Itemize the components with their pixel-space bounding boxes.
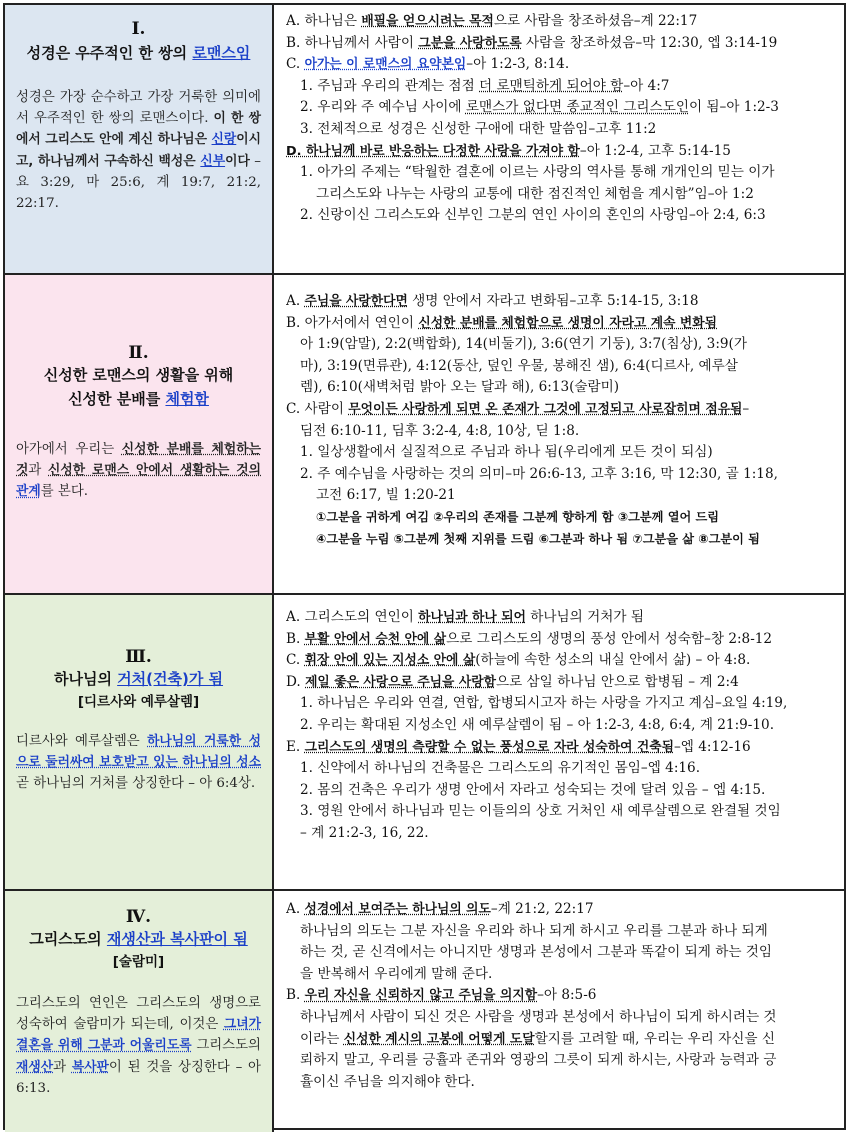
text-fragment: 렘), 6:10(새벽처럼 밝아 오는 달과 해), 6:13(술람미) xyxy=(300,379,620,396)
detail-line xyxy=(286,693,836,715)
section-1-summary xyxy=(5,5,274,273)
text-fragment: 그녀가 결혼을 위해 그분과 어울리도록 xyxy=(16,1017,261,1054)
detail-line xyxy=(286,942,836,964)
text-fragment: 휘장 안에 있는 지성소 안에 삶 xyxy=(304,653,476,669)
text-fragment: –엡 4:12-16 xyxy=(674,738,751,755)
detail-line xyxy=(286,1050,836,1072)
detail-line xyxy=(286,758,836,780)
detail-line xyxy=(286,291,836,313)
text-fragment: 성경에서 보여주는 하나님의 의도 xyxy=(304,902,491,917)
text-fragment: 하나님과 하나 되어 xyxy=(418,610,526,625)
detail-line xyxy=(286,464,836,486)
text-fragment: 하는 것, 곧 신격에서는 아니지만 생명과 본성에서 그분과 똑같이 되게 하는 것임 xyxy=(300,944,773,961)
section-1-description xyxy=(16,87,261,214)
text-fragment: 하나님의 의도는 그분 자신을 우리와 하나 되게 하시고 우리를 그분과 하나 되게 xyxy=(300,922,768,939)
text-fragment: 제일 좋은 사랑으로 주님을 사랑함 xyxy=(305,674,496,690)
text-fragment: 그리스도의 연인은 그리스도의 생명으로 성숙하여 술람미가 되는데, 이것은 xyxy=(16,996,261,1033)
detail-line xyxy=(286,442,836,464)
detail-line xyxy=(286,985,836,1007)
detail-line xyxy=(286,97,836,119)
detail-line xyxy=(286,421,836,443)
text-fragment: 을 반복해서 우리에게 말해 준다. xyxy=(300,965,493,982)
detail-line xyxy=(286,629,836,651)
section-3-number: Ⅲ. xyxy=(125,647,152,667)
text-fragment: –아 1:2-3, 8:14. xyxy=(466,56,570,73)
section-2-summary xyxy=(5,275,274,593)
text-fragment: 딤전 6:10-11, 딤후 3:2-4, 4:8, 10상, 딛 1:8. xyxy=(300,422,580,439)
text-fragment: –아 4:7 xyxy=(623,77,670,94)
text-fragment: 으로 사람을 창조하셨음–계 22:17 xyxy=(493,13,698,29)
detail-line xyxy=(286,119,836,141)
text-fragment: 고전 6:17, 빌 1:20-21 xyxy=(316,487,456,504)
text-fragment: –아 1:2-4, 고후 5:14-15 xyxy=(579,142,731,159)
text-fragment: ①그분을 귀하게 여김 ②우리의 존재를 그분께 향하게 함 ③그분께 열어 드림 xyxy=(316,509,720,524)
text-fragment: 그리스도의 생명의 측량할 수 없는 풍성으로 자라 성숙하여 건축됨 xyxy=(304,739,674,755)
text-fragment: 3. 전체적으로 성경은 신성한 구애에 대한 말씀임–고후 11:2 xyxy=(300,120,657,137)
section-3-summary xyxy=(5,595,274,889)
text-fragment: 신성한 분배를 체험함으로 생명이 자라고 계속 변화됨 xyxy=(418,315,718,331)
text-fragment: 아가에서 우리는 xyxy=(16,442,122,457)
text-fragment: 뢰하지 말고, 우리를 긍휼과 존귀와 영광의 그릇이 되게 하시는, 사랑과 능력과 긍 xyxy=(300,1052,777,1069)
section-3-description xyxy=(16,731,261,795)
text-fragment: A. 그리스도의 연인이 xyxy=(286,609,419,625)
text-fragment: 신성한 분배를 xyxy=(68,390,166,408)
detail-line xyxy=(286,899,836,921)
text-fragment: 사람을 창조하셨음–막 12:30, 엡 3:14-19 xyxy=(521,34,778,51)
text-fragment: – 계 21:2-3, 16, 22. xyxy=(300,824,429,841)
section-3-details xyxy=(276,595,844,889)
section-2 xyxy=(5,275,844,595)
detail-line xyxy=(286,823,836,845)
text-fragment: 성경은 우주적인 한 쌍의 xyxy=(26,44,193,62)
detail-line xyxy=(286,780,836,802)
detail-line xyxy=(286,399,836,421)
section-4-summary xyxy=(5,891,274,1132)
text-fragment: 거처(건축)가 됨 xyxy=(117,670,224,688)
text-fragment: 를 본다. xyxy=(40,484,89,500)
text-fragment: 신랑 xyxy=(211,132,237,148)
text-fragment: –아 8:5-6 xyxy=(537,987,597,1004)
text-fragment: 디르사와 예루살렘은 xyxy=(16,734,148,749)
detail-line xyxy=(286,485,836,507)
text-fragment: 곧 하나님의 거처를 상징한다 – 아 6:4상. xyxy=(16,776,256,792)
text-fragment: B. 하나님께서 사람이 xyxy=(286,34,419,51)
text-fragment: 신성한 로맨스의 생활을 위해 xyxy=(43,366,234,384)
text-fragment: 이다 xyxy=(225,153,250,169)
text-fragment: 1. 신약에서 하나님의 건축물은 그리스도의 유기적인 몸임–엡 4:16. xyxy=(300,760,701,777)
text-fragment: 아가는 이 로맨스의 요약본임 xyxy=(304,57,467,73)
text-fragment: A. 하나님은 xyxy=(286,13,362,29)
text-fragment: C. xyxy=(286,56,305,73)
text-fragment: 신부 xyxy=(200,153,226,169)
text-fragment: 하나님께서 사람이 되신 것은 사람을 생명과 본성에서 하나님이 되게 하시려는 것 xyxy=(300,1008,777,1025)
text-fragment: 할지를 고려할 때, 우리는 우리 자신을 신 xyxy=(534,1030,775,1047)
text-fragment: 로맨스가 없다면 종교적인 그리스도인 xyxy=(465,99,689,116)
text-fragment: A. xyxy=(286,901,305,917)
section-4-details xyxy=(276,891,844,1132)
detail-line xyxy=(286,141,836,163)
detail-line xyxy=(286,1072,836,1094)
text-fragment: –계 21:2, 22:17 xyxy=(490,901,594,917)
section-2-number: Ⅱ. xyxy=(128,343,149,363)
text-fragment: 그리스도의 xyxy=(29,930,107,948)
text-fragment: 이 된 것을 상징한다 – 아 6:13. xyxy=(16,1059,261,1096)
text-fragment: 과 xyxy=(53,1059,72,1075)
text-fragment: 신성한 분배를 체험하는 것 xyxy=(16,442,261,479)
text-fragment: D. xyxy=(286,673,306,690)
text-fragment: 1. 주님과 우리의 관계는 점점 xyxy=(300,77,480,94)
text-fragment: 무엇이든 사랑하게 되면 온 존재가 그것에 고정되고 사로잡히며 점유됨 xyxy=(348,401,743,417)
section-2-title xyxy=(16,363,261,411)
text-fragment: C. xyxy=(286,652,305,669)
text-fragment: 우리 자신을 신뢰하지 않고 주님을 의지함 xyxy=(304,988,538,1004)
text-fragment: 주님을 사랑한다면 xyxy=(304,294,408,309)
text-fragment: 그리스도와 나누는 사랑의 교통에 대한 점진적인 체험을 계시함”임–아 1:2 xyxy=(316,185,754,202)
text-fragment: 복사판 xyxy=(71,1059,109,1075)
text-fragment: 배필을 얻으시려는 목적 xyxy=(361,14,494,29)
text-fragment: ④그분을 누림 ⑤그분께 첫째 지위를 드림 ⑥그분과 하나 됨 ⑦그분을 삶 ⑧그분이 됨 xyxy=(316,531,760,546)
text-fragment: 1. 일상생활에서 실질적으로 주님과 하나 됨(우리에게 모든 것이 되심) xyxy=(300,444,713,461)
detail-line xyxy=(286,650,836,672)
detail-line xyxy=(286,33,836,55)
text-fragment: 관계 xyxy=(16,484,41,500)
text-fragment: B. xyxy=(286,987,305,1004)
section-3 xyxy=(5,595,844,891)
text-fragment: – xyxy=(742,400,750,417)
text-fragment: 이 한 쌍에서 그리스도 안에 계신 하나님은 xyxy=(16,111,261,148)
detail-line xyxy=(286,76,836,98)
section-4-description xyxy=(16,993,261,1099)
section-1-title xyxy=(16,41,261,65)
text-fragment: 3. 영원 안에서 하나님과 믿는 이들의의 상호 거처인 새 예루살렘으로 완결될 것임 xyxy=(300,803,781,820)
section-1-number: Ⅰ. xyxy=(131,19,146,39)
text-fragment: 성경은 가장 순수하고 가장 거룩한 의미에서 우주적인 한 쌍의 로맨스이다. xyxy=(16,90,261,127)
detail-line xyxy=(286,801,836,823)
text-fragment: 그리스도의 xyxy=(191,1038,261,1054)
section-1-details xyxy=(276,5,844,273)
text-fragment: 재생산과 복사판이 됨 xyxy=(106,930,248,948)
section-2-details xyxy=(276,275,844,593)
section-3-title xyxy=(16,667,261,691)
text-fragment: 2. 우리는 확대된 지성소인 새 예루살렘이 됨 – 아 1:2-3, 4:8, 6:4, 계 21:9-10. xyxy=(300,716,775,733)
detail-line xyxy=(286,54,836,76)
detail-line xyxy=(286,313,836,335)
text-fragment: 생명 안에서 자라고 변화됨–고후 5:14-15, 3:18 xyxy=(407,293,699,309)
detail-line xyxy=(286,607,836,629)
section-1 xyxy=(5,5,844,275)
section-4-number: Ⅳ. xyxy=(125,907,152,927)
text-fragment: 그분을 사랑하도록 xyxy=(418,35,522,51)
text-fragment: 재생산 xyxy=(16,1059,54,1075)
detail-line xyxy=(286,377,836,399)
text-fragment: 신성한 계시의 고봉에 어떻게 도달 xyxy=(343,1031,535,1047)
text-fragment: B. xyxy=(286,630,305,647)
detail-line xyxy=(286,11,836,33)
text-fragment: 하나님의 거처가 됨 xyxy=(525,609,644,625)
detail-line xyxy=(286,184,836,206)
outline-table xyxy=(3,3,846,1130)
text-fragment: (하늘에 속한 성소의 내실 안에서 삶) – 아 4:8. xyxy=(475,652,751,669)
text-fragment: 과 xyxy=(28,463,49,479)
text-fragment: D. 하나님께 바로 반응하는 다정한 사랑을 가져야 함 xyxy=(286,143,580,159)
detail-line xyxy=(286,1029,836,1051)
text-fragment: 2. 몸의 건축은 우리가 생명 안에서 자라고 성숙되는 것에 달려 있음 – 엡 4:15. xyxy=(300,781,766,798)
text-fragment: 하나님의 xyxy=(53,670,118,688)
detail-line xyxy=(286,737,836,759)
text-fragment: 으로 삼일 하나님 안으로 합병됨 – 계 2:4 xyxy=(495,673,739,690)
text-fragment: 2. 신랑이신 그리스도와 신부인 그분의 연인 사이의 혼인의 사랑임–아 2:4, 6:3 xyxy=(300,207,766,224)
text-fragment: 휼이신 주님을 의지해야 한다. xyxy=(300,1073,475,1090)
text-fragment: 이시고, 하나님께서 구속하신 백성은 xyxy=(16,132,261,169)
text-fragment: 마), 3:19(면류관), 4:12(동산, 덮인 우물, 봉해진 샘), 6:4(디르사, 예루살 xyxy=(300,357,738,374)
detail-line xyxy=(286,507,836,529)
text-fragment: C. 사람이 xyxy=(286,400,349,417)
text-fragment: 1. 아가의 주제는 “탁월한 결혼에 이르는 사랑의 역사를 통해 개개인의 믿는 이가 xyxy=(300,164,775,181)
section-4-title xyxy=(16,927,261,951)
detail-line xyxy=(286,529,836,551)
text-fragment: 부활 안에서 승천 안에 삶 xyxy=(304,631,447,647)
text-fragment: 하나님의 거룩한 성으로 둘러싸여 보호받고 있는 하나님의 성소 xyxy=(16,734,261,771)
detail-line xyxy=(286,964,836,986)
text-fragment: B. 아가서에서 연인이 xyxy=(286,314,419,331)
text-fragment: 체험함 xyxy=(165,390,209,408)
text-fragment: E. xyxy=(286,738,305,755)
text-fragment: 2. 주 예수님을 사랑하는 것의 의미–마 26:6-13, 고후 3:16, 막 12:30, 골 1:18, xyxy=(300,465,778,482)
detail-line xyxy=(286,672,836,694)
text-fragment: 더 로맨틱하게 되어야 함 xyxy=(479,77,624,94)
text-fragment: A. xyxy=(286,293,305,309)
text-fragment: 아 1:9(암말), 2:2(백합화), 14(비둘기), 3:6(연기 기둥), 3:7(침상), 3:9(가 xyxy=(300,336,747,353)
section-4-subtitle: [술람미] xyxy=(112,954,165,970)
text-fragment: 으로 그리스도의 생명의 풍성 안에서 성숙함–창 2:8-12 xyxy=(446,630,773,647)
detail-line xyxy=(286,1007,836,1029)
text-fragment: 이 됨–아 1:2-3 xyxy=(688,99,779,116)
detail-line xyxy=(286,162,836,184)
detail-line xyxy=(286,334,836,356)
section-4 xyxy=(5,891,844,1132)
detail-line xyxy=(286,205,836,227)
section-3-subtitle: [디르사와 예루살렘] xyxy=(77,694,200,710)
text-fragment: – 요 3:29, 마 25:6, 계 19:7, 21:2, 22:17. xyxy=(16,153,262,212)
text-fragment: 이라는 xyxy=(300,1030,344,1047)
text-fragment: 2. 우리와 주 예수님 사이에 xyxy=(300,99,466,116)
section-2-description xyxy=(16,439,261,503)
text-fragment: 로맨스임 xyxy=(192,44,251,62)
detail-line xyxy=(286,921,836,943)
detail-line xyxy=(286,715,836,737)
text-fragment: 신성한 로맨스 안에서 생활하는 것의 xyxy=(48,463,262,479)
detail-line xyxy=(286,356,836,378)
text-fragment: 1. 하나님은 우리와 연결, 연합, 합병되시고자 하는 사랑을 가지고 계심–요일 4:19, xyxy=(300,695,788,712)
